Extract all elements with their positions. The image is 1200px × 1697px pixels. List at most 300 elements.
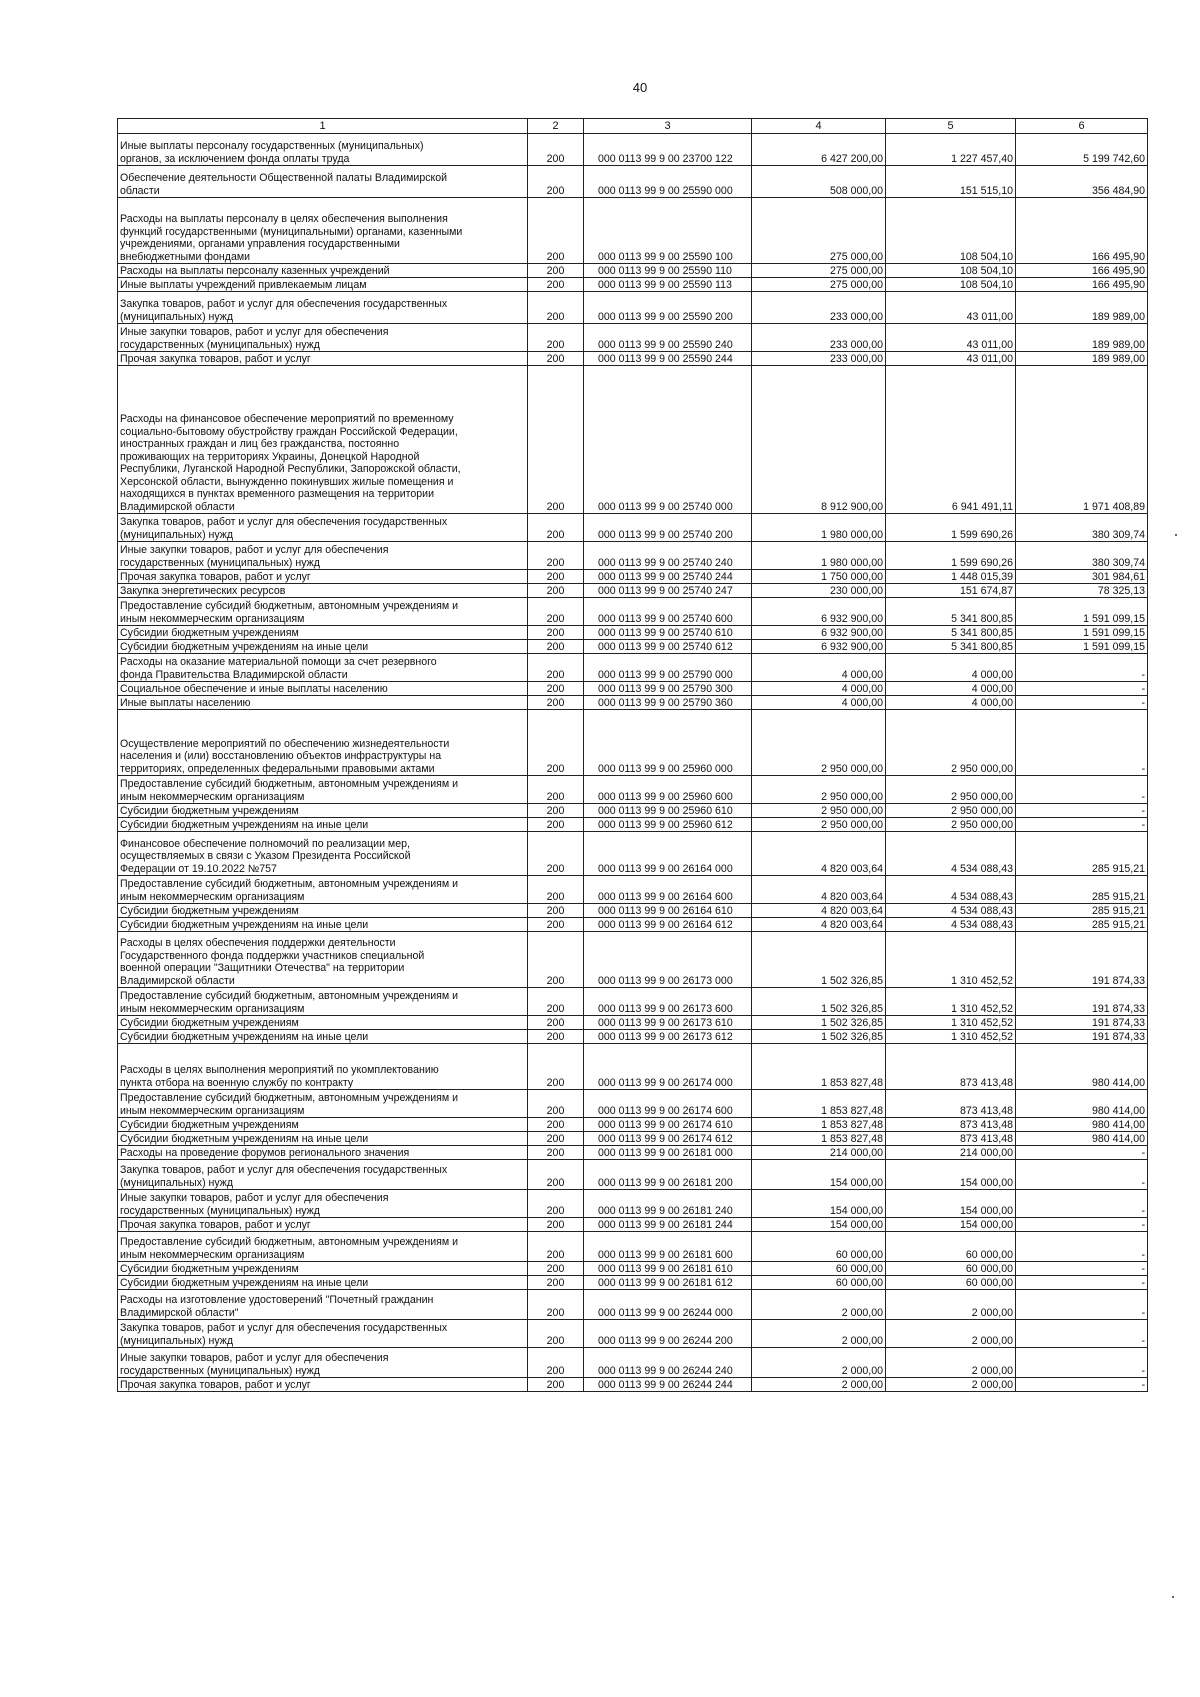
row-executed-amount-cell: 4 534 088,43 (886, 832, 1016, 876)
scan-speck (1172, 1596, 1174, 1598)
row-budget-code-cell: 000 0113 99 9 00 25790 300 (584, 682, 752, 696)
row-executed-amount-cell: 2 950 000,00 (886, 710, 1016, 776)
row-admin-code-cell: 200 (528, 1320, 584, 1348)
table-row (118, 1190, 1148, 1218)
row-approved-amount-cell: 275 000,00 (752, 264, 886, 278)
row-name-cell (118, 1262, 528, 1276)
row-budget-code-cell: 000 0113 99 9 00 25740 000 (584, 366, 752, 514)
row-name-cell (118, 710, 528, 776)
table-row (118, 904, 1148, 918)
row-name-text: Расходы в целях обеспечения поддержки деятельности Государственного фонда поддержки участников специальной военной операции "Защитники Отечества" на территории Владимирской области (120, 937, 425, 987)
row-approved-amount-cell: 2 950 000,00 (752, 818, 886, 832)
row-remaining-amount-cell: 191 874,33 (1016, 1016, 1148, 1030)
table-row (118, 1378, 1148, 1392)
table-row (118, 1320, 1148, 1348)
table-row (118, 1118, 1148, 1132)
row-budget-code-cell: 000 0113 99 9 00 25790 360 (584, 696, 752, 710)
row-admin-code-cell: 200 (528, 640, 584, 654)
table-row (118, 682, 1148, 696)
row-approved-amount-cell: 2 000,00 (752, 1320, 886, 1348)
row-approved-amount-cell: 1 853 827,48 (752, 1132, 886, 1146)
row-remaining-amount-cell: 980 414,00 (1016, 1118, 1148, 1132)
row-name-text: Иные закупки товаров, работ и услуг для обеспечения государственных (муниципальных) нужд (120, 544, 389, 569)
row-admin-code-cell: 200 (528, 1218, 584, 1232)
table-row (118, 1090, 1148, 1118)
table-row (118, 1290, 1148, 1320)
row-budget-code-cell: 000 0113 99 9 00 25740 600 (584, 598, 752, 626)
row-budget-code-cell: 000 0113 99 9 00 26173 612 (584, 1030, 752, 1044)
table-row (118, 1160, 1148, 1190)
row-admin-code-cell: 200 (528, 570, 584, 584)
row-executed-amount-cell: 2 000,00 (886, 1320, 1016, 1348)
table-row (118, 264, 1148, 278)
row-approved-amount-cell: 2 950 000,00 (752, 804, 886, 818)
row-admin-code-cell: 200 (528, 584, 584, 598)
row-name-text: Прочая закупка товаров, работ и услуг (120, 1378, 311, 1391)
row-executed-amount-cell: 1 599 690,26 (886, 542, 1016, 570)
row-executed-amount-cell: 154 000,00 (886, 1190, 1016, 1218)
row-admin-code-cell: 200 (528, 904, 584, 918)
row-name-cell (118, 696, 528, 710)
row-admin-code-cell: 200 (528, 278, 584, 292)
row-name-cell (118, 804, 528, 818)
row-executed-amount-cell: 1 310 452,52 (886, 1016, 1016, 1030)
row-name-cell (118, 1160, 528, 1190)
table-row (118, 1218, 1148, 1232)
row-name-text: Предоставление субсидий бюджетным, автономным учреждениям и иным некоммерческим организациям (120, 1092, 459, 1117)
table-row (118, 710, 1148, 776)
row-name-text: Предоставление субсидий бюджетным, автономным учреждениям и иным некоммерческим организациям (120, 600, 459, 625)
row-budget-code-cell: 000 0113 99 9 00 26181 610 (584, 1262, 752, 1276)
row-name-text: Прочая закупка товаров, работ и услуг (120, 352, 311, 365)
row-approved-amount-cell: 60 000,00 (752, 1262, 886, 1276)
row-name-text: Расходы на финансовое обеспечение мероприятий по временному социально-бытовому обустройству граждан Российской Федерации, иностранных граждан и лиц без гражданства, постоянно проживающих на территориях Украины, Донецкой Народной Республики, Луганской Народной Республики, Запорожской области, Херсонской области, вынужденно покинувших жилые помещения и находящихся в пунктах временного размещения на территории Владимирской области (120, 413, 461, 513)
row-admin-code-cell: 200 (528, 1118, 584, 1132)
row-admin-code-cell: 200 (528, 1276, 584, 1290)
table-row (118, 1262, 1148, 1276)
row-budget-code-cell: 000 0113 99 9 00 26244 000 (584, 1290, 752, 1320)
row-remaining-amount-cell: 301 984,61 (1016, 570, 1148, 584)
row-admin-code-cell: 200 (528, 292, 584, 324)
row-executed-amount-cell: 108 504,10 (886, 198, 1016, 264)
row-admin-code-cell: 200 (528, 654, 584, 682)
row-admin-code-cell: 200 (528, 366, 584, 514)
row-budget-code-cell: 000 0113 99 9 00 25590 240 (584, 324, 752, 352)
row-admin-code-cell: 200 (528, 1030, 584, 1044)
row-budget-code-cell: 000 0113 99 9 00 23700 122 (584, 134, 752, 166)
row-name-cell (118, 324, 528, 352)
row-name-text: Предоставление субсидий бюджетным, автономным учреждениям и иным некоммерческим организациям (120, 1236, 459, 1261)
row-approved-amount-cell: 230 000,00 (752, 584, 886, 598)
row-name-cell (118, 1016, 528, 1030)
row-admin-code-cell: 200 (528, 1232, 584, 1262)
row-budget-code-cell: 000 0113 99 9 00 26181 600 (584, 1232, 752, 1262)
row-name-text: Расходы на выплаты персоналу в целях обеспечения выполнения функций государственными (муниципальными) органами, казенными учреждениями, органами управления государственными внебюджетными фондами (120, 213, 463, 263)
row-executed-amount-cell: 1 310 452,52 (886, 1030, 1016, 1044)
row-executed-amount-cell: 1 310 452,52 (886, 988, 1016, 1016)
row-name-cell (118, 904, 528, 918)
row-approved-amount-cell: 2 000,00 (752, 1348, 886, 1378)
row-approved-amount-cell: 1 502 326,85 (752, 1016, 886, 1030)
row-budget-code-cell: 000 0113 99 9 00 26181 240 (584, 1190, 752, 1218)
row-budget-code-cell: 000 0113 99 9 00 26164 610 (584, 904, 752, 918)
row-budget-code-cell: 000 0113 99 9 00 26244 244 (584, 1378, 752, 1392)
row-executed-amount-cell: 4 000,00 (886, 696, 1016, 710)
row-approved-amount-cell: 6 932 900,00 (752, 626, 886, 640)
row-name-text: Финансовое обеспечение полномочий по реализации мер, осуществляемых в связи с Указом Президента Российской Федерации от 19.10.2022 №757 (120, 837, 411, 875)
row-remaining-amount-cell: - (1016, 1262, 1148, 1276)
row-admin-code-cell: 200 (528, 1044, 584, 1090)
row-name-text: Предоставление субсидий бюджетным, автономным учреждениям и иным некоммерческим организациям (120, 778, 459, 803)
row-name-cell (118, 598, 528, 626)
row-executed-amount-cell: 5 341 800,85 (886, 598, 1016, 626)
row-budget-code-cell: 000 0113 99 9 00 26173 610 (584, 1016, 752, 1030)
row-name-cell (118, 988, 528, 1016)
row-name-cell (118, 1146, 528, 1160)
row-admin-code-cell: 200 (528, 324, 584, 352)
row-admin-code-cell: 200 (528, 696, 584, 710)
row-admin-code-cell: 200 (528, 264, 584, 278)
table-row (118, 352, 1148, 366)
row-approved-amount-cell: 4 000,00 (752, 696, 886, 710)
row-budget-code-cell: 000 0113 99 9 00 25590 200 (584, 292, 752, 324)
row-admin-code-cell: 200 (528, 542, 584, 570)
table-row (118, 654, 1148, 682)
row-budget-code-cell: 000 0113 99 9 00 25590 110 (584, 264, 752, 278)
row-budget-code-cell: 000 0113 99 9 00 25590 000 (584, 166, 752, 198)
row-executed-amount-cell: 60 000,00 (886, 1276, 1016, 1290)
row-budget-code-cell: 000 0113 99 9 00 25790 000 (584, 654, 752, 682)
row-name-cell (118, 1218, 528, 1232)
row-approved-amount-cell: 6 932 900,00 (752, 640, 886, 654)
row-name-cell (118, 278, 528, 292)
row-name-cell (118, 1290, 528, 1320)
row-executed-amount-cell: 43 011,00 (886, 324, 1016, 352)
row-approved-amount-cell: 4 000,00 (752, 654, 886, 682)
row-name-text: Субсидии бюджетным учреждениям (120, 1016, 299, 1029)
row-approved-amount-cell: 60 000,00 (752, 1276, 886, 1290)
row-budget-code-cell: 000 0113 99 9 00 25960 000 (584, 710, 752, 776)
row-remaining-amount-cell: - (1016, 1378, 1148, 1392)
row-remaining-amount-cell: 189 989,00 (1016, 352, 1148, 366)
row-executed-amount-cell: 4 534 088,43 (886, 918, 1016, 932)
row-approved-amount-cell: 2 950 000,00 (752, 710, 886, 776)
row-name-text: Закупка товаров, работ и услуг для обеспечения государственных (муниципальных) нужд (120, 1322, 448, 1347)
row-budget-code-cell: 000 0113 99 9 00 25590 244 (584, 352, 752, 366)
row-name-text: Субсидии бюджетным учреждениям на иные цели (120, 1276, 369, 1289)
row-admin-code-cell: 200 (528, 598, 584, 626)
row-remaining-amount-cell: 980 414,00 (1016, 1044, 1148, 1090)
row-remaining-amount-cell: - (1016, 654, 1148, 682)
row-remaining-amount-cell: 191 874,33 (1016, 988, 1148, 1016)
row-budget-code-cell: 000 0113 99 9 00 26164 612 (584, 918, 752, 932)
table-row (118, 570, 1148, 584)
row-budget-code-cell: 000 0113 99 9 00 25740 240 (584, 542, 752, 570)
header-col-4: 4 (752, 119, 886, 134)
row-budget-code-cell: 000 0113 99 9 00 26164 000 (584, 832, 752, 876)
row-remaining-amount-cell: - (1016, 710, 1148, 776)
row-executed-amount-cell: 2 950 000,00 (886, 776, 1016, 804)
table-row (118, 696, 1148, 710)
row-name-text: Закупка энергетических ресурсов (120, 584, 286, 597)
table-row (118, 818, 1148, 832)
row-remaining-amount-cell: 285 915,21 (1016, 904, 1148, 918)
row-executed-amount-cell: 43 011,00 (886, 292, 1016, 324)
budget-table (117, 118, 1148, 1392)
row-remaining-amount-cell: 166 495,90 (1016, 278, 1148, 292)
row-name-text: Субсидии бюджетным учреждениям на иные цели (120, 918, 369, 931)
row-name-text: Иные закупки товаров, работ и услуг для обеспечения государственных (муниципальных) нужд (120, 1352, 389, 1377)
row-remaining-amount-cell: 191 874,33 (1016, 932, 1148, 988)
row-remaining-amount-cell: 1 591 099,15 (1016, 640, 1148, 654)
row-name-text: Расходы на изготовление удостоверений "Почетный гражданин Владимирской области" (120, 1294, 434, 1319)
row-name-text: Закупка товаров, работ и услуг для обеспечения государственных (муниципальных) нужд (120, 516, 448, 541)
row-admin-code-cell: 200 (528, 832, 584, 876)
row-executed-amount-cell: 1 448 015,39 (886, 570, 1016, 584)
table-row (118, 988, 1148, 1016)
row-approved-amount-cell: 2 950 000,00 (752, 776, 886, 804)
row-approved-amount-cell: 1 980 000,00 (752, 514, 886, 542)
row-remaining-amount-cell: - (1016, 1348, 1148, 1378)
row-name-cell (118, 570, 528, 584)
row-admin-code-cell: 200 (528, 626, 584, 640)
row-budget-code-cell: 000 0113 99 9 00 25740 200 (584, 514, 752, 542)
row-name-cell (118, 1190, 528, 1218)
row-remaining-amount-cell: - (1016, 682, 1148, 696)
row-approved-amount-cell: 233 000,00 (752, 292, 886, 324)
row-admin-code-cell: 200 (528, 1378, 584, 1392)
row-executed-amount-cell: 108 504,10 (886, 264, 1016, 278)
table-row (118, 804, 1148, 818)
row-budget-code-cell: 000 0113 99 9 00 26244 240 (584, 1348, 752, 1378)
row-name-cell (118, 366, 528, 514)
row-remaining-amount-cell: 166 495,90 (1016, 264, 1148, 278)
row-name-text: Иные закупки товаров, работ и услуг для обеспечения государственных (муниципальных) нужд (120, 326, 389, 351)
row-approved-amount-cell: 4 000,00 (752, 682, 886, 696)
row-remaining-amount-cell: 285 915,21 (1016, 876, 1148, 904)
table-row (118, 134, 1148, 166)
row-name-text: Прочая закупка товаров, работ и услуг (120, 1218, 311, 1231)
row-name-cell (118, 352, 528, 366)
row-remaining-amount-cell: 1 591 099,15 (1016, 598, 1148, 626)
row-approved-amount-cell: 1 853 827,48 (752, 1090, 886, 1118)
row-name-cell (118, 1232, 528, 1262)
row-name-cell (118, 1378, 528, 1392)
row-budget-code-cell: 000 0113 99 9 00 25960 610 (584, 804, 752, 818)
row-executed-amount-cell: 151 515,10 (886, 166, 1016, 198)
row-executed-amount-cell: 2 000,00 (886, 1290, 1016, 1320)
row-admin-code-cell: 200 (528, 710, 584, 776)
row-budget-code-cell: 000 0113 99 9 00 26181 200 (584, 1160, 752, 1190)
row-name-text: Обеспечение деятельности Общественной палаты Владимирской области (120, 172, 448, 197)
table-row (118, 932, 1148, 988)
row-name-text: Субсидии бюджетным учреждениям на иные цели (120, 818, 369, 831)
row-name-cell (118, 514, 528, 542)
row-executed-amount-cell: 154 000,00 (886, 1160, 1016, 1190)
row-name-cell (118, 1132, 528, 1146)
row-budget-code-cell: 000 0113 99 9 00 25590 113 (584, 278, 752, 292)
row-name-text: Субсидии бюджетным учреждениям (120, 904, 299, 917)
table-row (118, 640, 1148, 654)
table-row (118, 278, 1148, 292)
table-body (118, 119, 1148, 1392)
row-executed-amount-cell: 873 413,48 (886, 1118, 1016, 1132)
table-row (118, 626, 1148, 640)
row-name-cell (118, 832, 528, 876)
row-executed-amount-cell: 1 599 690,26 (886, 514, 1016, 542)
row-executed-amount-cell: 154 000,00 (886, 1218, 1016, 1232)
row-budget-code-cell: 000 0113 99 9 00 25740 610 (584, 626, 752, 640)
row-name-cell (118, 932, 528, 988)
row-name-cell (118, 584, 528, 598)
row-name-text: Расходы на оказание материальной помощи за счет резервного фонда Правительства Владимирской области (120, 656, 437, 681)
table-row (118, 1276, 1148, 1290)
row-remaining-amount-cell: 380 309,74 (1016, 514, 1148, 542)
table-row (118, 1146, 1148, 1160)
row-budget-code-cell: 000 0113 99 9 00 26174 610 (584, 1118, 752, 1132)
row-executed-amount-cell: 4 534 088,43 (886, 904, 1016, 918)
row-executed-amount-cell: 43 011,00 (886, 352, 1016, 366)
table-row (118, 1016, 1148, 1030)
row-remaining-amount-cell: 189 989,00 (1016, 324, 1148, 352)
row-budget-code-cell: 000 0113 99 9 00 25590 100 (584, 198, 752, 264)
row-remaining-amount-cell: 1 971 408,89 (1016, 366, 1148, 514)
row-name-text: Расходы на выплаты персоналу казенных учреждений (120, 264, 390, 277)
row-name-text: Социальное обеспечение и иные выплаты населению (120, 682, 388, 695)
row-admin-code-cell: 200 (528, 804, 584, 818)
row-admin-code-cell: 200 (528, 682, 584, 696)
row-remaining-amount-cell: - (1016, 696, 1148, 710)
row-remaining-amount-cell: - (1016, 1146, 1148, 1160)
row-name-text: Иные выплаты учреждений привлекаемым лицам (120, 278, 367, 291)
row-name-cell (118, 776, 528, 804)
row-approved-amount-cell: 6 932 900,00 (752, 598, 886, 626)
row-remaining-amount-cell: 356 484,90 (1016, 166, 1148, 198)
row-name-text: Расходы на проведение форумов регионального значения (120, 1146, 410, 1159)
row-name-text: Субсидии бюджетным учреждениям на иные цели (120, 640, 369, 653)
row-name-text: Субсидии бюджетным учреждениям на иные цели (120, 1132, 369, 1145)
row-budget-code-cell: 000 0113 99 9 00 26174 000 (584, 1044, 752, 1090)
row-approved-amount-cell: 233 000,00 (752, 324, 886, 352)
header-col-5: 5 (886, 119, 1016, 134)
row-executed-amount-cell: 2 950 000,00 (886, 804, 1016, 818)
row-budget-code-cell: 000 0113 99 9 00 26181 000 (584, 1146, 752, 1160)
row-name-cell (118, 292, 528, 324)
table-row (118, 1030, 1148, 1044)
row-executed-amount-cell: 2 950 000,00 (886, 818, 1016, 832)
row-executed-amount-cell: 4 000,00 (886, 682, 1016, 696)
row-remaining-amount-cell: - (1016, 804, 1148, 818)
row-admin-code-cell: 200 (528, 1090, 584, 1118)
row-admin-code-cell: 200 (528, 198, 584, 264)
row-name-text: Иные закупки товаров, работ и услуг для обеспечения государственных (муниципальных) нужд (120, 1192, 389, 1217)
row-name-cell (118, 1320, 528, 1348)
row-admin-code-cell: 200 (528, 818, 584, 832)
row-remaining-amount-cell: 980 414,00 (1016, 1132, 1148, 1146)
row-executed-amount-cell: 60 000,00 (886, 1262, 1016, 1276)
row-executed-amount-cell: 873 413,48 (886, 1132, 1016, 1146)
row-approved-amount-cell: 6 427 200,00 (752, 134, 886, 166)
row-remaining-amount-cell: 285 915,21 (1016, 918, 1148, 932)
row-remaining-amount-cell: 78 325,13 (1016, 584, 1148, 598)
row-name-cell (118, 640, 528, 654)
row-remaining-amount-cell: 191 874,33 (1016, 1030, 1148, 1044)
row-budget-code-cell: 000 0113 99 9 00 25960 600 (584, 776, 752, 804)
row-name-cell (118, 1090, 528, 1118)
table-row (118, 324, 1148, 352)
table-row (118, 776, 1148, 804)
row-name-cell (118, 626, 528, 640)
row-budget-code-cell: 000 0113 99 9 00 26244 200 (584, 1320, 752, 1348)
page-number: 40 (632, 80, 648, 95)
row-admin-code-cell: 200 (528, 352, 584, 366)
row-name-cell (118, 818, 528, 832)
row-admin-code-cell: 200 (528, 134, 584, 166)
row-admin-code-cell: 200 (528, 776, 584, 804)
row-admin-code-cell: 200 (528, 1348, 584, 1378)
row-remaining-amount-cell: 980 414,00 (1016, 1090, 1148, 1118)
row-name-cell (118, 1276, 528, 1290)
row-remaining-amount-cell: - (1016, 1290, 1148, 1320)
table-row (118, 292, 1148, 324)
row-name-text: Субсидии бюджетным учреждениям (120, 626, 299, 639)
row-admin-code-cell: 200 (528, 514, 584, 542)
row-approved-amount-cell: 1 502 326,85 (752, 988, 886, 1016)
row-name-cell (118, 876, 528, 904)
row-executed-amount-cell: 60 000,00 (886, 1232, 1016, 1262)
table-row (118, 542, 1148, 570)
table-row (118, 198, 1148, 264)
row-approved-amount-cell: 4 820 003,64 (752, 904, 886, 918)
row-name-cell (118, 1044, 528, 1090)
row-remaining-amount-cell: - (1016, 1232, 1148, 1262)
table-row (118, 366, 1148, 514)
row-budget-code-cell: 000 0113 99 9 00 26173 000 (584, 932, 752, 988)
table-row (118, 1044, 1148, 1090)
row-budget-code-cell: 000 0113 99 9 00 26173 600 (584, 988, 752, 1016)
row-executed-amount-cell: 2 000,00 (886, 1348, 1016, 1378)
row-approved-amount-cell: 1 502 326,85 (752, 932, 886, 988)
row-name-text: Закупка товаров, работ и услуг для обеспечения государственных (муниципальных) нужд (120, 298, 448, 323)
row-approved-amount-cell: 2 000,00 (752, 1290, 886, 1320)
row-admin-code-cell: 200 (528, 876, 584, 904)
row-remaining-amount-cell: 5 199 742,60 (1016, 134, 1148, 166)
table-row (118, 918, 1148, 932)
row-budget-code-cell: 000 0113 99 9 00 26181 244 (584, 1218, 752, 1232)
row-name-cell (118, 264, 528, 278)
row-budget-code-cell: 000 0113 99 9 00 26164 600 (584, 876, 752, 904)
row-approved-amount-cell: 4 820 003,64 (752, 832, 886, 876)
row-name-text: Предоставление субсидий бюджетным, автономным учреждениям и иным некоммерческим организациям (120, 878, 459, 903)
row-name-text: Закупка товаров, работ и услуг для обеспечения государственных (муниципальных) нужд (120, 1164, 448, 1189)
row-name-cell (118, 918, 528, 932)
row-approved-amount-cell: 275 000,00 (752, 198, 886, 264)
row-remaining-amount-cell: 166 495,90 (1016, 198, 1148, 264)
row-remaining-amount-cell: 1 591 099,15 (1016, 626, 1148, 640)
row-name-text: Иные выплаты персоналу государственных (муниципальных) органов, за исключением фонда оплаты труда (120, 140, 424, 165)
row-name-text: Осуществление мероприятий по обеспечению жизнедеятельности населения и (или) восстановлению объектов инфраструктуры на территориях, определенных федеральными правовыми актами (120, 737, 450, 775)
row-executed-amount-cell: 873 413,48 (886, 1044, 1016, 1090)
table-row (118, 1132, 1148, 1146)
row-admin-code-cell: 200 (528, 918, 584, 932)
row-executed-amount-cell: 108 504,10 (886, 278, 1016, 292)
row-admin-code-cell: 200 (528, 1132, 584, 1146)
row-admin-code-cell: 200 (528, 1262, 584, 1276)
row-remaining-amount-cell: 380 309,74 (1016, 542, 1148, 570)
row-budget-code-cell: 000 0113 99 9 00 26181 612 (584, 1276, 752, 1290)
row-name-cell (118, 198, 528, 264)
row-remaining-amount-cell: 189 989,00 (1016, 292, 1148, 324)
